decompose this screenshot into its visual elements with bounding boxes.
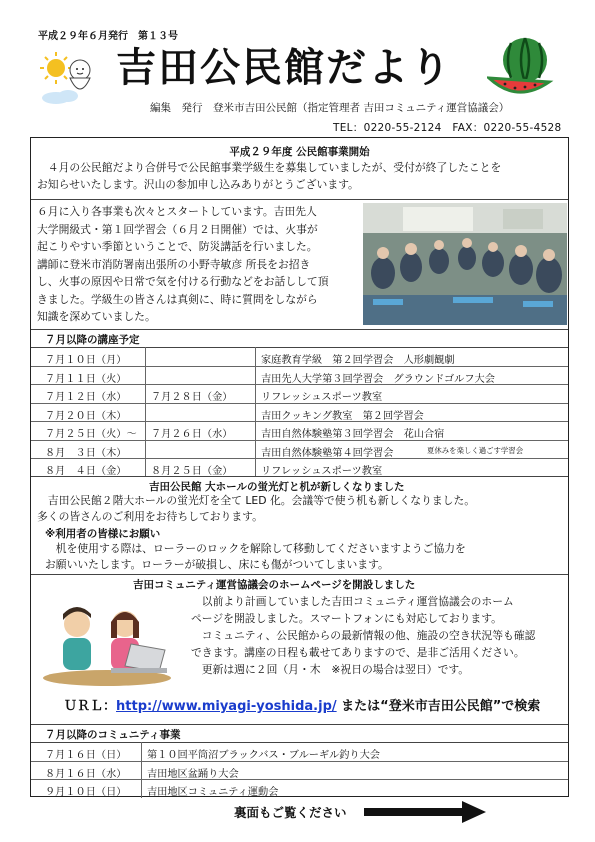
section4-line-4: できます。講座の日程も載せてありますので、是非ご活用ください。 <box>191 646 525 659</box>
section2-line-2: 大学開級式・第１回学習会（６月２日開催）では、火事が <box>37 222 318 236</box>
computer-users-illustration <box>41 598 173 686</box>
section2-line-6: きました。学級生の皆さんは真剣に、時に質問をしながら <box>37 292 318 306</box>
notice-heading: ※利用者の皆様にお願い <box>45 528 161 540</box>
schedule-row-2-event: 吉田先人大学第３回学習会 グラウンドゴルフ大会 <box>261 373 495 385</box>
url-label: ＵＲＬ： <box>64 699 117 714</box>
watermelon-icon <box>487 34 555 100</box>
schedule-row-3-event: リフレッシュスポーツ教室 <box>261 392 383 403</box>
schedule-row-7-date2: ８月２５日（金） <box>151 466 233 477</box>
schedule-row-2-date: ７月１１日（火） <box>45 373 127 385</box>
notice-line-2: お願いいたします。ローラーが破損し、床にも傷がついてしまいます。 <box>45 558 389 571</box>
notice-line-1: 机を使用する際は、ローラーのロックを解除して移動してくださいますようご協力を <box>45 542 466 555</box>
teru-teru-bozu-icon <box>70 60 90 89</box>
section4-line-5: 更新は週に２回（月・木 ※祝日の場合は翌日）です。 <box>191 663 470 676</box>
issue-info: 平成２９年６月発行 第１３号 <box>38 31 178 42</box>
cloud-icon <box>42 90 78 104</box>
contact-info: TEL：0220-55-2124 FAX：0220-55-4528 <box>333 122 562 134</box>
schedule-row-5-event: 吉田自然体験塾第３回学習会 花山合宿 <box>261 429 445 440</box>
section-heading-homepage: 吉田コミュニティ運営協議会のホームページを開設しました <box>133 579 416 591</box>
search-hint: または“登米市吉田公民館”で検索 <box>336 699 541 714</box>
homepage-link[interactable]: http://www.miyagi-yoshida.jp/ <box>116 699 337 714</box>
section-heading-hall-renewal: 吉田公民館 大ホールの蛍光灯と机が新しくなりました <box>149 481 405 493</box>
schedule-row-5-date2: ７月２６日（水） <box>151 429 233 440</box>
community-row-1-event: 第１０回平筒沼ブラックバス・ブルーギル釣り大会 <box>147 750 380 761</box>
section1-line-1: ４月の公民館だより合併号で公民館事業学級生を募集していましたが、受付が終了したことを <box>37 161 502 174</box>
editor-info: 編集 発行 登米市吉田公民館（指定管理者 吉田コミュニティ運営協議会） <box>150 102 510 114</box>
schedule-row-6-event: 吉田自然体験塾第４回学習会 <box>261 447 394 459</box>
schedule-row-1-date: ７月１０日（月） <box>45 355 127 366</box>
schedule-row-4-date: ７月２０日（木） <box>45 410 127 422</box>
schedule-row-6-date: ８月 ３日（木） <box>45 447 127 459</box>
community-row-2-event: 吉田地区盆踊り大会 <box>147 769 239 780</box>
boy-figure <box>63 607 91 670</box>
schedule-heading: ７月以降の講座予定 <box>45 334 140 346</box>
right-arrow-icon <box>364 801 486 823</box>
section4-line-3: コミュニティ、公民館からの最新情報の他、施設の空き状況等も確認 <box>191 629 536 642</box>
schedule-row-3-date2: ７月２８日（金） <box>151 392 233 403</box>
section2-line-5: し、火事の原因や日常で気を付ける行動などをお話しして頂 <box>37 275 329 288</box>
sun-icon <box>40 52 72 84</box>
schedule-row-6-note: 夏休みを楽しく過ごす学習会 <box>427 445 524 455</box>
homepage-url-line <box>64 695 540 714</box>
section1-line-2: お知らせいたします。沢山の参加申し込みありがとうございます。 <box>37 178 359 191</box>
section2-line-4: 講師に登米市消防署南出張所の小野寺敏彦 所長をお招き <box>37 257 311 271</box>
section2-line-7: 知識を深めていました。 <box>37 310 156 323</box>
schedule-row-5-date: ７月２５日（火）～ <box>45 429 137 440</box>
schedule-row-7-date: ８月 ４日（金） <box>45 466 127 477</box>
community-row-3-date: ９月１０日（日） <box>45 787 127 798</box>
schedule-row-7-event: リフレッシュスポーツ教室 <box>261 466 383 477</box>
lecture-photo <box>363 203 567 325</box>
section3-line-2: 多くの皆さんのご利用をお待ちしております。 <box>37 510 263 523</box>
section-heading-program-start: 平成２９年度 公民館事業開始 <box>229 146 370 158</box>
community-row-1-date: ７月１６日（日） <box>45 750 127 761</box>
sun-mascot-illustration <box>40 48 102 108</box>
section2-line-1: ６月に入り各事業も次々とスタートしています。吉田先人 <box>37 205 317 218</box>
community-row-2-date: ８月１６日（水） <box>45 769 127 780</box>
section3-line-1: 吉田公民館２階大ホールの蛍光灯を全て LED 化。会議等で使う机も新しくなりました。 <box>37 494 476 507</box>
schedule-row-1-event: 家庭教育学級 第２回学習会 人形劇観劇 <box>261 355 455 366</box>
schedule-row-4-event: 吉田クッキング教室 第２回学習会 <box>261 410 424 422</box>
section2-line-3: 起こりやすい季節ということで、防災講話を行いました。 <box>37 240 318 253</box>
see-reverse-label: 裏面もご覧ください <box>234 805 347 820</box>
section4-line-1: 以前より計画していました吉田コミュニティ運営協議会のホーム <box>191 595 514 608</box>
community-heading: ７月以降のコミュニティ事業 <box>45 729 181 741</box>
schedule-row-3-date: ７月１２日（水） <box>45 392 127 403</box>
community-row-3-event: 吉田地区コミュニティ運動会 <box>147 787 279 798</box>
section4-line-2: ページを開設しました。スマートフォンにも対応しております。 <box>191 612 502 625</box>
newsletter-title: 吉田公民館だより <box>116 45 452 91</box>
